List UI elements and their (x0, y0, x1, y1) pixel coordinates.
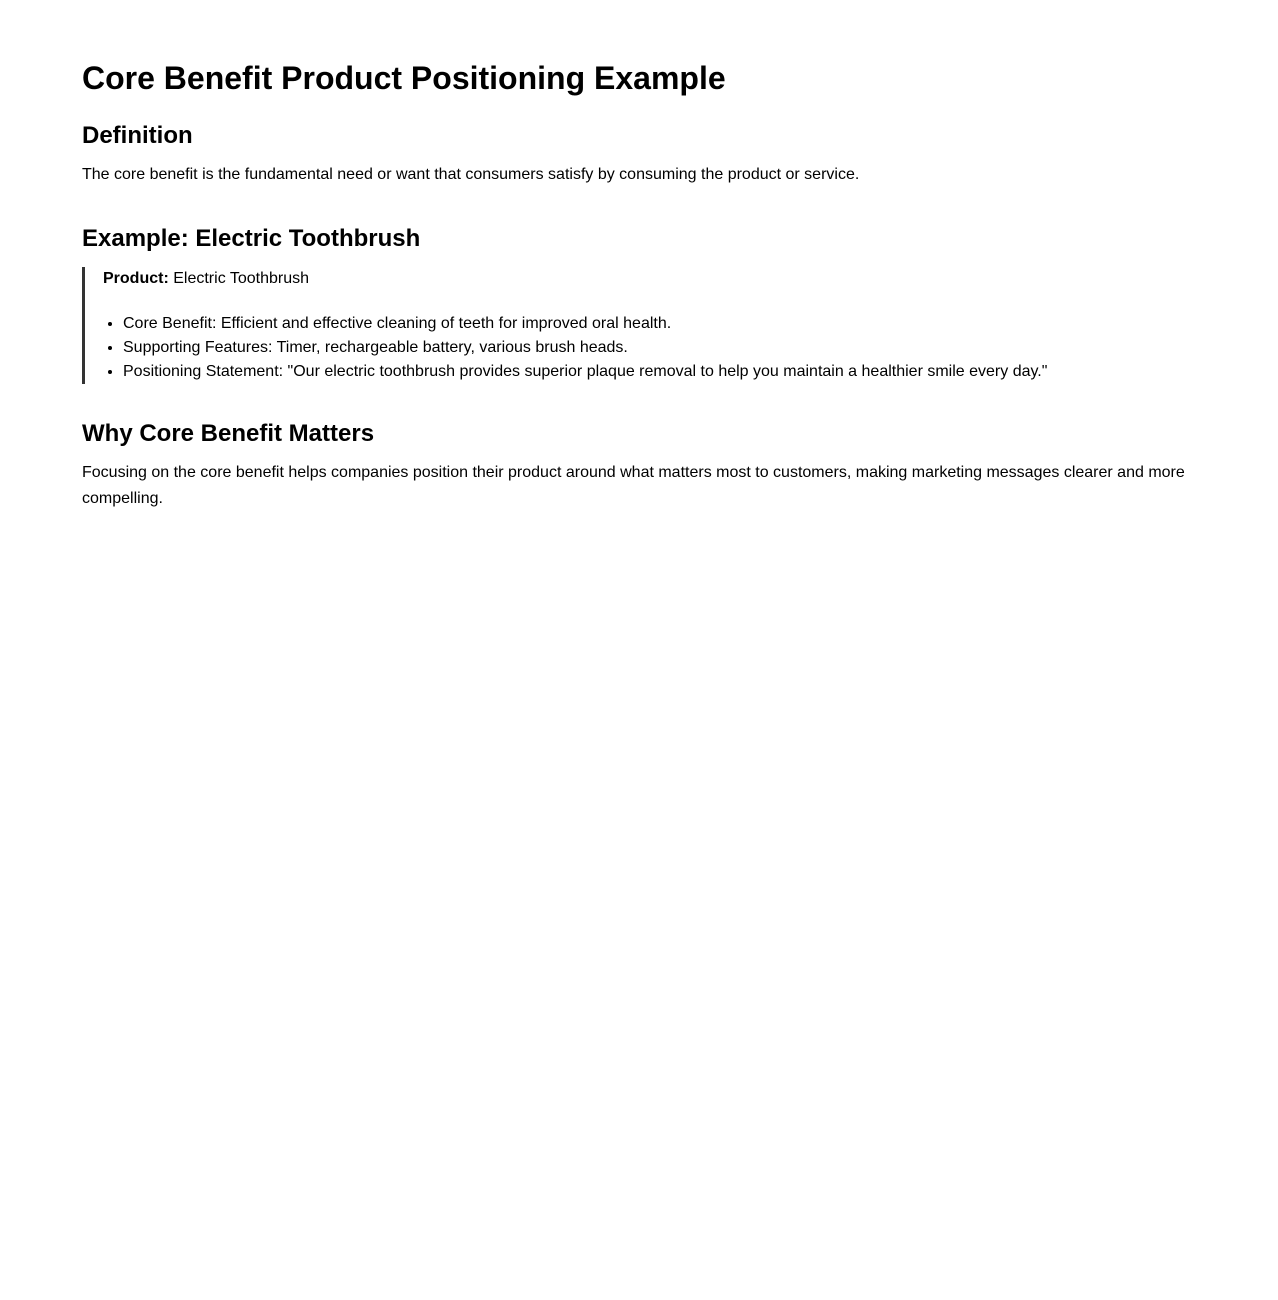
list-item-positioning-statement: • Positioning Statement: "Our electric toothbrush provides superior plaque removal to help you maintain a healthier smile every day." (123, 360, 1196, 384)
why-text: Focusing on the core benefit helps companies position their product around what matters most to customers, making marketing messages clearer and more compelling. (82, 464, 1185, 507)
product-label: Product: (103, 270, 169, 287)
example-heading: Example: Electric Toothbrush (82, 225, 421, 252)
definition-heading: Definition (82, 122, 193, 149)
why-heading: Why Core Benefit Matters (82, 420, 375, 447)
product-line (103, 267, 1196, 291)
product-value: Electric Toothbrush (173, 270, 310, 287)
document-page (0, 0, 1278, 512)
example-blockquote (82, 267, 1196, 384)
page-title: Core Benefit Product Positioning Example (82, 60, 726, 96)
definition-text: The core benefit is the fundamental need or want that consumers satisfy by consuming the product or service. (82, 166, 860, 183)
list-item-core-benefit: • Core Benefit: Efficient and effective cleaning of teeth for improved oral health. (123, 312, 1196, 336)
example-list (103, 312, 1196, 384)
list-item-supporting-features: • Supporting Features: Timer, rechargeable battery, various brush heads. (123, 336, 1196, 360)
